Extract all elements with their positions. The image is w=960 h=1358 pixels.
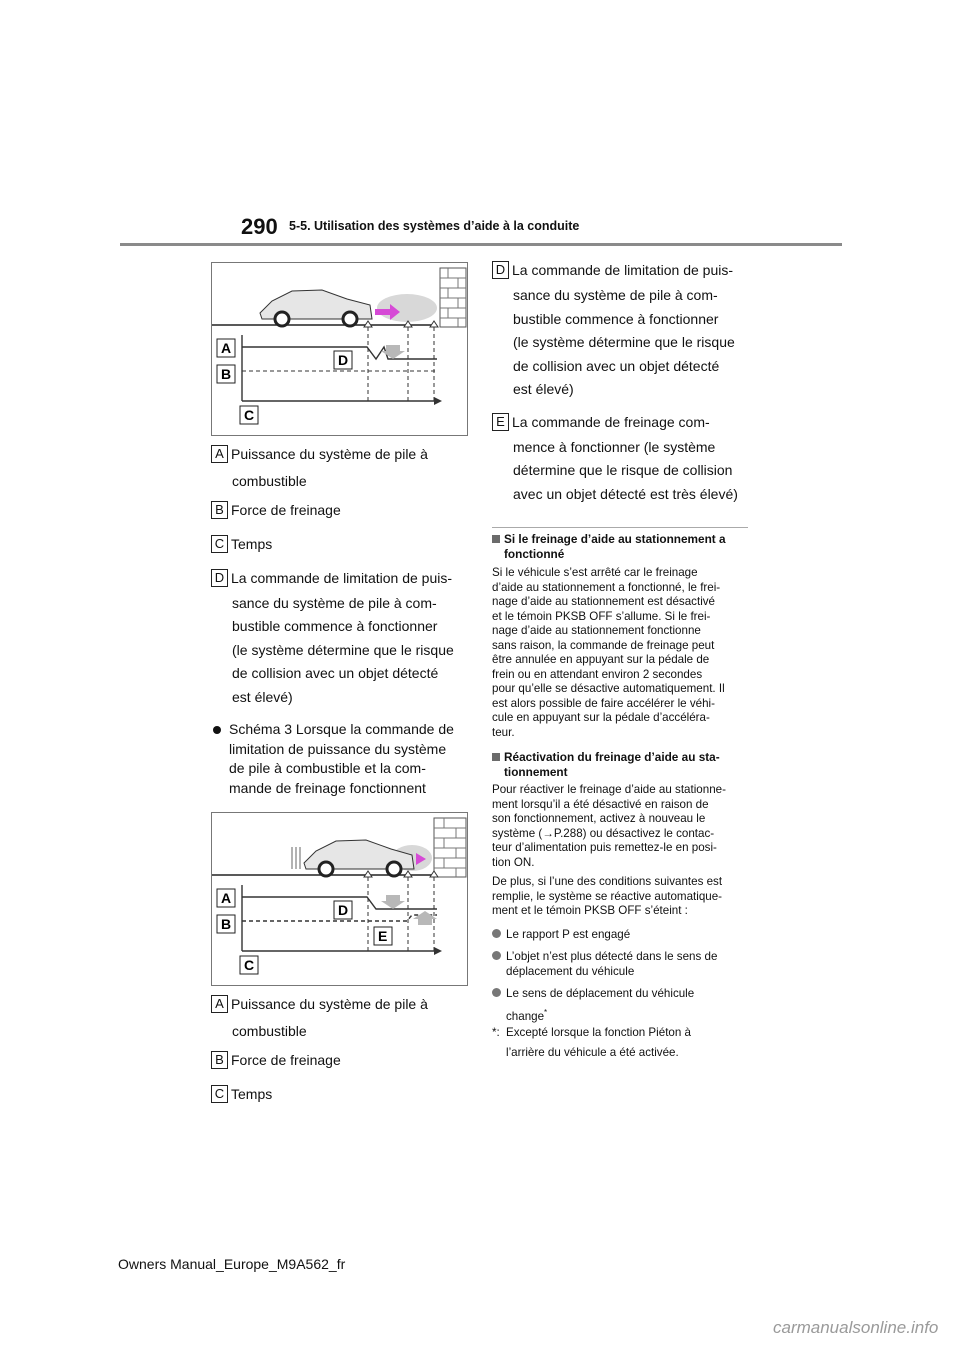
section-title: 5-5. Utilisation des systèmes d’aide à la conduite [289, 219, 580, 233]
legend1-c: C Temps [211, 534, 466, 555]
legend-2 [211, 994, 466, 1105]
fig1-label-c: C [244, 407, 255, 423]
fig2-label-c: C [244, 957, 255, 973]
wall-icon [440, 268, 466, 327]
diagram-2-svg [212, 813, 467, 985]
legend1-b: B Force de freinage [211, 500, 466, 521]
condition-3: Le sens de déplacement du véhicule change* [492, 987, 757, 1024]
bullet-dot [492, 951, 501, 960]
right-text [492, 532, 757, 1061]
condition-1: Le rapport P est engagé [492, 928, 757, 943]
fig2-label-e: E [378, 928, 388, 944]
legend2-c: C Temps [211, 1084, 466, 1105]
paragraph-1: Si le véhicule s’est arrêté car le freinage d’aide au stationnement a fonctionné, le frei- nage d’aide au stationnement est désactivé et le témoin PKSB OFF s’allume. Si le frei- nage d’aide au stationnement fonctionne sans raison, la commande de freinage peut être annulée en appuyant sur la pédale de frein ou en attendant environ 2 secondes pour qu’elle se désactive automatiquement. Il est alors possible de faire accélérer le véhi- cule en appuyant sur la pédale d’accéléra- teur. [492, 566, 725, 739]
diagram-1 [211, 262, 468, 436]
footnote: *: Excepté lorsque la fonction Piéton à l’arrière du véhicule a été activée. [492, 1025, 691, 1060]
fig1-label-a: A [221, 340, 232, 356]
legend-right-e: E La commande de freinage com- mence à fonctionner (le système détermine que le risque de collision avec un objet détecté est très élevé) [492, 412, 757, 507]
legend-right-d: D La commande de limitation de puis- sance du système de pile à com- bustible commence à fonctionner (le système détermine que le risque de collision avec un objet détecté est élevé) [492, 260, 757, 402]
legend2-b: B Force de freinage [211, 1050, 466, 1071]
legend1-a: A Puissance du système de pile à combustible [211, 444, 466, 494]
paragraph-3: De plus, si l’une des conditions suivantes est remplie, le système se réactive automatique- ment et le témoin PKSB OFF s’éteint : [492, 875, 723, 917]
page-number: 290 [241, 214, 278, 239]
fig1-label-b: B [221, 366, 232, 382]
car-icon [260, 290, 372, 326]
watermark: carmanualsonline.info [773, 1318, 939, 1337]
legend2-a: A Puissance du système de pile à combustible [211, 994, 466, 1044]
footnote-mark: * [544, 1007, 548, 1017]
heading-parking-brake: Si le freinage d’aide au stationnement a fonctionné [492, 532, 757, 561]
condition-2: L’objet n’est plus détecté dans le sens de déplacement du véhicule [492, 950, 757, 979]
diagram-2 [211, 812, 468, 986]
header-rule [120, 243, 842, 246]
bullet-dot [492, 988, 501, 997]
right-divider [492, 527, 748, 528]
fig1-label-d: D [338, 352, 349, 368]
schema3-bullet: Schéma 3 Lorsque la commande de limitation de puissance du système de pile à combustible et la com- mande de freinage fonctionnent [211, 720, 471, 798]
paragraph-2: Pour réactiver le freinage d’aide au stationne- ment lorsqu’il a été désactivé en raison de son fonctionnement, activez à nouveau le système (→P.288) ou désactivez le contac- teur d’alimentation puis remettez-le en posi- tion ON. [492, 783, 726, 869]
legend1-d: D La commande de limitation de puis- sance du système de pile à com- bustible commence à fonctionner (le système détermine que le risque de collision avec un objet détecté est élevé) [211, 568, 466, 710]
right-legend [492, 260, 757, 506]
diagram-1-svg [212, 263, 467, 435]
fig2-label-a: A [221, 890, 232, 906]
legend-1 [211, 444, 466, 709]
car-icon [304, 840, 414, 876]
bullet-dot [492, 929, 501, 938]
wall-icon [434, 818, 466, 877]
fig2-label-d: D [338, 902, 349, 918]
bullet-dot [213, 726, 221, 734]
fig2-label-b: B [221, 916, 232, 932]
heading-reactivation: Réactivation du freinage d’aide au sta- tionnement [492, 750, 757, 779]
footer-text: Owners Manual_Europe_M9A562_fr [118, 1256, 346, 1272]
